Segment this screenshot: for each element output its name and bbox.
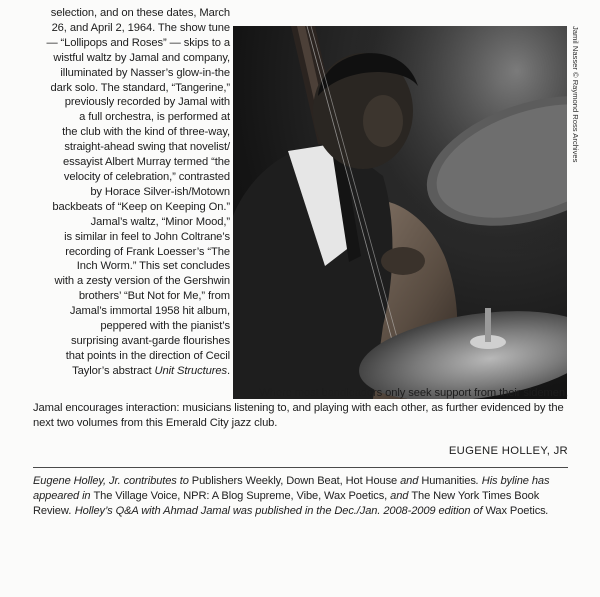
text-fragment: Taylor’s abstract bbox=[72, 364, 155, 377]
divider bbox=[33, 467, 568, 468]
publication-name: Wax Poetics bbox=[485, 505, 546, 517]
paragraph-2 bbox=[33, 215, 230, 379]
author-byline: EUGENE HOLLEY, JR bbox=[448, 445, 568, 457]
text-fragment: . bbox=[226, 364, 230, 377]
text-line: Inch Worm.” This set concludes bbox=[76, 260, 230, 273]
text-line: velocity of celebration,” contrasted bbox=[63, 170, 230, 183]
bio-text: . Holley’s Q&A with Ahmad Jamal was published in the Dec./Jan. 2008-2009 edition of bbox=[68, 505, 486, 517]
text-line: surprising avant-garde flourishes bbox=[70, 334, 230, 347]
text-line: essayist Albert Murray termed “the bbox=[63, 156, 230, 169]
publication-name: Humanities bbox=[421, 475, 476, 487]
photo-credit-text: Jamil Nasser © Raymond Ross Archives bbox=[571, 26, 580, 163]
text-line: selection, and on these dates, March bbox=[50, 7, 230, 19]
text-line: is similar in feel to John Coltrane’s bbox=[64, 230, 230, 243]
bio-text: . His byline has appeared in bbox=[33, 475, 550, 502]
photo-credit bbox=[570, 26, 580, 226]
publication-name: The New York Times Book Review bbox=[33, 490, 540, 517]
text-line: with a zesty version of the Gershwin bbox=[54, 275, 230, 288]
text-line: Jamal’s waltz, “Minor Mood,” bbox=[90, 215, 230, 228]
bio-text: and bbox=[387, 490, 412, 502]
photo-illustration bbox=[233, 26, 567, 399]
text-line: — “Lollipops and Roses” — skips to a bbox=[46, 36, 230, 49]
publication-list: The Village Voice, NPR: A Blog Supreme, Vibe, Wax Poetics, bbox=[93, 490, 388, 502]
text-line: the club with the kind of three-way, bbox=[62, 126, 230, 139]
text-line: 26, and April 2, 1964. The show tune bbox=[51, 21, 230, 34]
bassist-photo bbox=[233, 26, 567, 399]
album-title: Unit Structures bbox=[154, 364, 227, 377]
text-line: illuminated by Nasser’s glow-in-the bbox=[60, 66, 230, 79]
text-line: wistful waltz by Jamal and company, bbox=[53, 51, 230, 64]
text-line: a full orchestra, is performed at bbox=[79, 111, 230, 124]
publication-list: Publishers Weekly, Down Beat, Hot House bbox=[191, 475, 398, 487]
text-line: Jamal’s immortal 1958 hit album, bbox=[69, 305, 230, 318]
bio-text: . bbox=[545, 505, 549, 517]
text-line: peppered with the pianist’s bbox=[100, 320, 230, 333]
closing-paragraph bbox=[33, 386, 568, 431]
bio-text: Eugene Holley, Jr. contributes to bbox=[33, 475, 192, 487]
body-column bbox=[33, 6, 230, 379]
paragraph-1 bbox=[33, 6, 230, 215]
text-line: backbeats of “Keep on Keeping On.” bbox=[52, 200, 230, 213]
text-line: dark solo. The standard, “Tangerine,” bbox=[50, 81, 230, 94]
bio-text: and bbox=[397, 475, 422, 487]
text-line: brothers’ “But Not for Me,” from bbox=[78, 290, 230, 303]
closing-lead: Where most bandleaders only seek support from their sidemen, bbox=[259, 387, 568, 399]
text-line: recording of Frank Loesser’s “The bbox=[65, 245, 230, 258]
closing-rest: Jamal encourages interaction: musicians listening to, and playing with each other, as further evidenced by the next two volumes from this Emerald City jazz club. bbox=[33, 402, 564, 429]
text-line: by Horace Silver-ish/Motown bbox=[90, 185, 230, 198]
text-line: previously recorded by Jamal with bbox=[64, 96, 230, 109]
author-bio bbox=[33, 474, 571, 519]
text-line: straight-ahead swing that novelist/ bbox=[64, 141, 230, 154]
text-line bbox=[72, 365, 230, 377]
text-line: that points in the direction of Cecil bbox=[65, 349, 230, 362]
